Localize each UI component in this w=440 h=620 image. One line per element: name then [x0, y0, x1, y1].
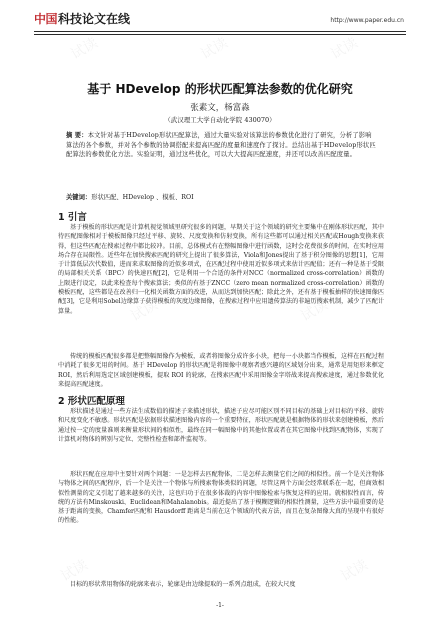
- logo-text: 科技论文在线: [58, 12, 131, 26]
- site-logo[interactable]: [34, 10, 130, 27]
- keywords-label: 关键词：: [66, 194, 92, 201]
- paper-affiliation: （武汉理工大学自动化学院 430070）: [164, 116, 276, 124]
- principle-paragraph-1: 形状描述是通过一些方法生成数值的描述子来描述形状，描述子应尽可能区别不同目标的基础上对目标的平移、旋转和尺度变化不敏感。形状匹配是依据形状描述图像内容的一个重要特征，形状匹配就是根据物体的形状来创建模板，然后通过按一定的度量准则来衡量形状间的相似性，最终在同一幅图像中的其他位置或者在其它图像中找到匹配物体，实现了计算机对物体的辨别与定位、完整性检查和部件监视等。: [58, 408, 384, 443]
- section-heading-principle: 2 形状匹配原理: [58, 396, 125, 407]
- watermark: 试读: [328, 34, 361, 63]
- watermark: 试读: [128, 296, 161, 325]
- abstract: [66, 131, 378, 160]
- keywords: [66, 192, 378, 201]
- intro-paragraph-1: 基于模板的形状匹配是计算机视觉领域里研究很多的问题，早期关于这个领域的研究主要集中在刚体形状匹配，其中待匹配图像相对于模板图像只经过平移、旋转、尺度变换和仿射变换，所有这些都可以通过相关匹配或Hough变换来获得，但这些匹配在搜索过程中都比较冲。目前，总体模式有在整幅图像中进行函数，这时会花费很多的时间，在实时应用场合存在局限性。近些年在加快搜索匹配的研究上提出了很多算法，Viola和Jones提出了基于积分图像的思想[1]，它用于计算低层次代数值，进而来求取图像的近似多项式，在匹配过程中使用近似多项式来估计匹配值；还有一种是基于受限的局部相关关系（BPC）的快速匹配[2]，它是利用一个合适的条件对NCC（normalized cross-correlation）函数的上限进行设定，以此来检查每个搜索算法；类似的有基于ZNCC（zero mean normalized cross-correlation）函数的模板匹配，这些都是在改善归一化相关函数方面的改进，从而达到加快匹配；除此之外，还有基于模板抽样的快速图像匹配[3]，它是利用Sobel边缘算子获得模板的灰度边缘图像，在搜索过程中应用遗传算法的非遍历搜索机制，减少了匹配计算量。: [58, 224, 384, 315]
- watermark: 试读: [198, 34, 231, 63]
- principle-paragraph-2: 形状匹配在应用中主要针对两个问题：一是怎样去匹配物体，二是怎样去测量它们之间的相似性。前一个是关注物体与物体之间的匹配程序，后一个是关注一个物体与所搜索物体类似的问题，尽管这两个方面会经常联系在一起，但商效相似性测量的定义引起了越来越多的关注，这也归功于在很多体裁的内容中图像检索与恢复这样的应用。就相似性而言，传统的方法有Minskouski、Euclidean和Mahalanobis。最近提出了基于模糊逻辑的相似性测量，这些方法中最重要的是基于距离的变换，Chamfer匹配和 Hausdorff 距离是当前在这个领域的代表方法，而且在复杂图像大真的呈现中有很好的性能。: [58, 471, 384, 525]
- abstract-label: 摘 要：: [66, 132, 88, 139]
- paper-authors: 张素文，杨富淼: [190, 103, 250, 113]
- page-number: -1-: [216, 602, 224, 609]
- watermark: 试读: [58, 556, 91, 585]
- keywords-text: 形状匹配、HDevelop 、模板、ROI: [91, 194, 194, 201]
- watermark: 试读: [298, 296, 331, 325]
- section-heading-intro: 1 引言: [58, 212, 87, 223]
- logo-mark: 中国: [34, 12, 58, 26]
- watermark: 试读: [68, 34, 101, 63]
- abstract-text: 本文针对基于HDevelop形状匹配算法，通过大量实验对该算法的参数优化进行了研究，分析了影响算法的各个参数，并对各个参数的协调搭配来提高匹配的度量和速度作了探讨。总结出基于HDevelop形状匹配算法的参数优化方法。实验证明，通过这些优化，可以大大提高匹配速度，并还可以改善匹配度量。: [66, 132, 376, 159]
- principle-paragraph-3: 目标的形状常用物体的轮廓来表示，轮廓是由边缘提取的一系列点组成，在较大尺度: [70, 581, 296, 588]
- site-url[interactable]: http://www.paper.edu.cn: [330, 17, 404, 24]
- paper-title: 基于 HDevelop 的形状匹配算法参数的优化研究: [87, 82, 353, 96]
- intro-paragraph-2: 传统的模板匹配很多都是把整幅图像作为模板，或者将图像分成许多小块，把每一小块都当作模板，这样在匹配过程中消耗了很多无用的时间。基于 HDevelop 的形状匹配是将图像中观察者感兴趣的区域划分出来，通常是用矩形来框定ROI，然后利用选定区域创建模板，提取 ROI 的轮廓，在搜索匹配中采用图像金字塔战来提高搜索速度，通过参数优化来提高匹配速度。: [58, 353, 384, 388]
- site-header: [0, 0, 440, 34]
- watermark: 试读: [338, 556, 371, 585]
